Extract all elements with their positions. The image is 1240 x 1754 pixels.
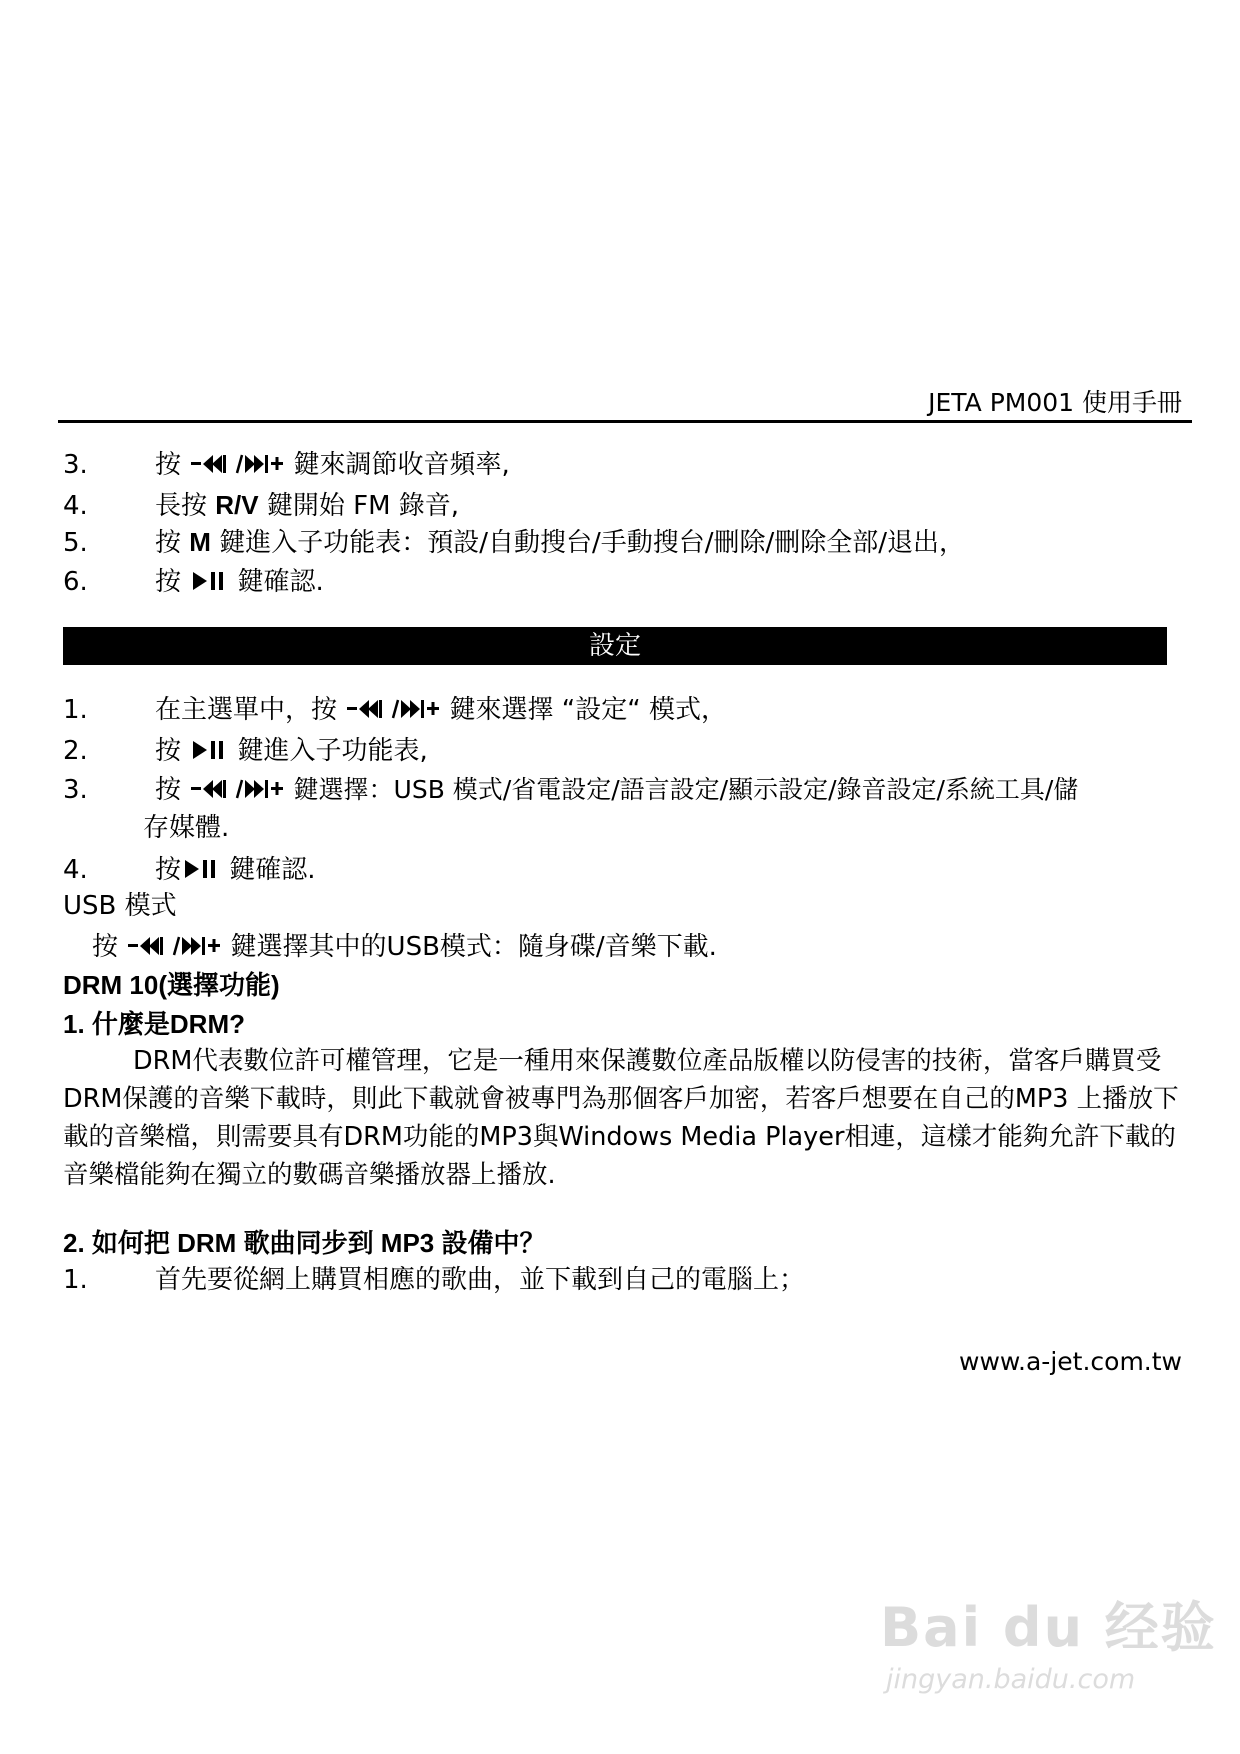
prev-next-icon <box>126 931 222 967</box>
step-prefix: 按 <box>155 450 182 480</box>
prev-next-icon <box>189 774 285 810</box>
step-text: 首先要從網上購買相應的歌曲，並下載到自己的電腦上； <box>155 1265 806 1295</box>
step-text: 鍵確認. <box>229 855 316 885</box>
header-divider <box>58 420 1192 423</box>
settings-step-4 <box>63 852 316 888</box>
step-text: 鍵開始 FM 錄音, <box>266 491 460 521</box>
drm-heading: DRM 10(選擇功能) <box>63 970 280 1000</box>
step-text: 存媒體. <box>143 813 230 843</box>
step-prefix: 按 <box>155 775 182 805</box>
step-text: 鍵來調節收音頻率, <box>293 450 510 480</box>
step-text: 鍵選擇：USB 模式/省電設定/語言設定/顯示設定/錄音設定/系統工具/儲 <box>293 775 1079 804</box>
step-number: 3. <box>63 450 88 480</box>
fm-step-4 <box>63 487 459 523</box>
step-prefix: 按 <box>155 567 182 597</box>
drm-question-2: 2. 如何把 DRM 歌曲同步到 MP3 設備中？ <box>63 1228 546 1258</box>
fm-step-3 <box>63 447 510 483</box>
key-label: R/V <box>215 490 259 520</box>
drm-explanation: DRM代表數位許可權管理，它是一種用來保護數位產品版權以防侵害的技術，當客戶購買受DRM保護的音樂下載時，則此下載就會被專門為那個客戶加密，若客戶想要在自己的MP3 上播放下載的音樂檔，則需要具有DRM功能的MP3與Windows Media Player相連，這樣才能夠允許下載的音樂檔能夠在獨立的數碼音樂播放器上播放. <box>63 1046 1179 1190</box>
step-prefix: 在主選單中，按 <box>155 695 338 725</box>
play-pause-icon <box>189 566 229 602</box>
website-url: www.a-jet.com.tw <box>959 1347 1182 1376</box>
usb-mode-title: USB 模式 <box>63 891 177 921</box>
step-prefix: 按 <box>155 736 182 766</box>
step-prefix: 長按 <box>155 491 208 521</box>
play-pause-icon <box>189 735 229 771</box>
step-number: 4. <box>63 491 88 521</box>
play-pause-icon <box>181 854 221 890</box>
settings-step-2 <box>63 733 428 769</box>
baidu-watermark <box>880 1585 1217 1695</box>
step-number: 4. <box>63 855 88 885</box>
step-number: 1. <box>63 1265 88 1295</box>
step-text: 鍵選擇其中的USB模式：隨身碟/音樂下載. <box>230 932 717 962</box>
settings-step-3 <box>63 772 1078 808</box>
step-prefix: 按 <box>92 932 119 962</box>
step-text: 鍵進入子功能表：預設/自動搜台/手動搜台/刪除/刪除全部/退出， <box>219 528 966 558</box>
section-title-bar: 設定 <box>63 627 1167 665</box>
manual-title: JETA PM001 使用手冊 <box>928 388 1182 417</box>
key-label: M <box>189 527 211 557</box>
fm-step-5 <box>63 524 965 560</box>
step-text: 鍵來選擇 “設定“ 模式， <box>449 695 728 725</box>
step-prefix: 按 <box>155 528 182 558</box>
step-number: 5. <box>63 528 88 558</box>
step-text: 鍵進入子功能表, <box>237 736 428 766</box>
step-number: 2. <box>63 736 88 766</box>
step-text: 鍵確認. <box>237 567 324 597</box>
usb-mode-instruction <box>92 929 717 965</box>
watermark-url: jingyan.baidu.com <box>886 1664 1136 1695</box>
drm-question-1: 1. 什麼是DRM? <box>63 1009 246 1039</box>
prev-next-icon <box>189 449 285 485</box>
step-number: 3. <box>63 775 88 805</box>
watermark-logo-text: Bai du 经验 <box>880 1596 1217 1659</box>
prev-next-icon <box>345 694 441 730</box>
step-number: 1. <box>63 695 88 725</box>
step-prefix: 按 <box>155 855 182 885</box>
settings-step-3-continuation <box>143 810 229 846</box>
settings-step-1 <box>63 692 727 728</box>
fm-step-6 <box>63 564 324 600</box>
step-number: 6. <box>63 567 88 597</box>
drm-step-1 <box>63 1262 805 1298</box>
